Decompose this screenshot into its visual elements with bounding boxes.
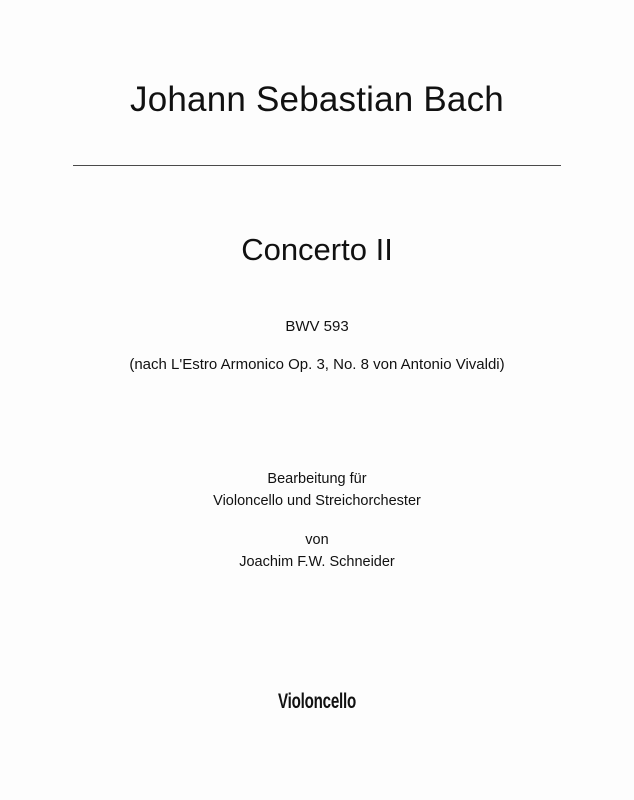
composer-name: Johann Sebastian Bach [130, 80, 504, 119]
instrumentation: Violoncello und Streichorchester [213, 493, 421, 509]
divider-line [73, 165, 561, 166]
part-name: Violoncello [277, 690, 357, 713]
source-note: (nach L'Estro Armonico Op. 3, No. 8 von Antonio Vivaldi) [129, 356, 505, 373]
work-title: Concerto II [241, 232, 393, 267]
arrangement-line: Bearbeitung für [267, 471, 367, 487]
arranger-name: Joachim F.W. Schneider [239, 554, 395, 570]
catalog-number: BWV 593 [285, 318, 349, 335]
by-label: von [305, 532, 329, 548]
